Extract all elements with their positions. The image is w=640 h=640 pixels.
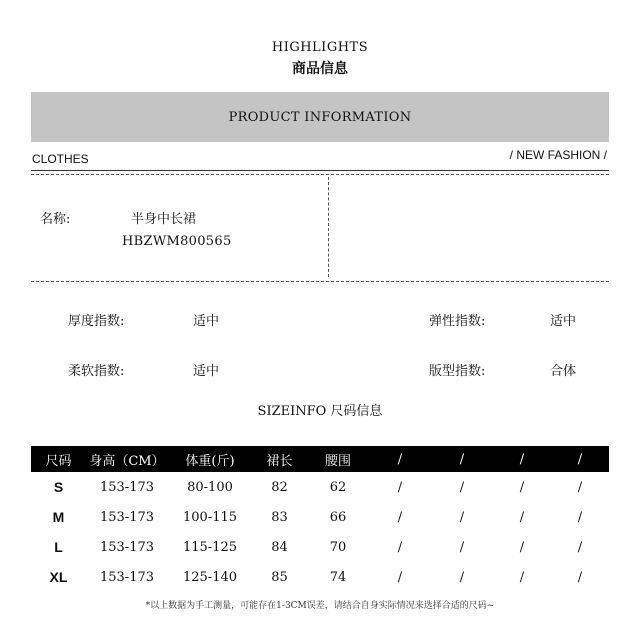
product-code: HBZWM800565 xyxy=(122,234,232,249)
product-name-value: 半身中长裙 xyxy=(131,212,197,227)
clothes-label: CLOTHES xyxy=(32,152,89,166)
header-blank: / xyxy=(431,446,493,472)
header-blank: / xyxy=(369,446,431,472)
fit-value: 合体 xyxy=(550,364,577,379)
banner-text: PRODUCT INFORMATION xyxy=(228,110,412,125)
height-cell: 153-173 xyxy=(99,479,155,495)
product-name-label: 名称: xyxy=(40,212,71,227)
blank-cell: / xyxy=(397,509,403,525)
header-title-cn: 商品信息 xyxy=(292,61,348,77)
thickness-value: 适中 xyxy=(193,314,220,329)
skirt-length-cell: 85 xyxy=(271,569,288,585)
blank-cell: / xyxy=(519,479,525,495)
header-waist: 腰围 xyxy=(307,446,369,472)
elasticity-label: 弹性指数: xyxy=(429,314,486,329)
blank-cell: / xyxy=(397,539,403,555)
table-row xyxy=(31,502,609,532)
product-information-banner xyxy=(31,92,609,142)
height-cell: 153-173 xyxy=(99,539,155,555)
divider-solid xyxy=(31,170,609,171)
blank-cell: / xyxy=(397,479,403,495)
size-cell: XL xyxy=(49,569,68,585)
skirt-length-cell: 83 xyxy=(271,509,288,525)
blank-cell: / xyxy=(459,509,465,525)
header-title-en: HIGHLIGHTS xyxy=(271,40,369,55)
blank-cell: / xyxy=(577,509,583,525)
header-skirt-length: 裙长 xyxy=(252,446,307,472)
weight-cell: 80-100 xyxy=(187,479,233,495)
waist-cell: 74 xyxy=(329,569,347,585)
blank-cell: / xyxy=(459,569,465,585)
table-row xyxy=(31,532,609,562)
waist-cell: 70 xyxy=(329,539,347,555)
blank-cell: / xyxy=(397,569,403,585)
header-weight: 体重(斤) xyxy=(168,446,252,472)
waist-cell: 66 xyxy=(329,509,347,525)
blank-cell: / xyxy=(519,569,525,585)
fit-label: 版型指数: xyxy=(429,364,486,379)
elasticity-value: 适中 xyxy=(550,314,577,329)
blank-cell: / xyxy=(577,479,583,495)
skirt-length-cell: 84 xyxy=(271,539,288,555)
footnote: *以上数据为手工测量，可能存在1-3CM误差，请结合自身实际情况来选择合适的尺码~ xyxy=(145,601,495,611)
softness-value: 适中 xyxy=(193,364,220,379)
weight-cell: 115-125 xyxy=(182,539,238,555)
size-table-header xyxy=(31,446,609,472)
header-height: 身高（CM） xyxy=(86,446,168,472)
divider-dashed-top xyxy=(31,174,609,175)
height-cell: 153-173 xyxy=(99,569,155,585)
size-cell: M xyxy=(52,509,65,525)
weight-cell: 100-115 xyxy=(182,509,238,525)
waist-cell: 62 xyxy=(329,479,347,495)
blank-cell: / xyxy=(459,539,465,555)
size-table xyxy=(31,446,609,592)
size-info-title: SIZEINFO 尺码信息 xyxy=(257,404,383,419)
blank-cell: / xyxy=(577,569,583,585)
header-blank: / xyxy=(493,446,551,472)
size-cell: L xyxy=(54,539,63,555)
blank-cell: / xyxy=(519,539,525,555)
height-cell: 153-173 xyxy=(99,509,155,525)
weight-cell: 125-140 xyxy=(182,569,238,585)
divider-dashed-vertical xyxy=(328,177,329,277)
table-row xyxy=(31,562,609,592)
blank-cell: / xyxy=(577,539,583,555)
thickness-label: 厚度指数: xyxy=(68,314,125,329)
blank-cell: / xyxy=(519,509,525,525)
header-size: 尺码 xyxy=(31,446,86,472)
size-cell: S xyxy=(53,479,64,495)
skirt-length-cell: 82 xyxy=(271,479,288,495)
blank-cell: / xyxy=(459,479,465,495)
table-row xyxy=(31,472,609,502)
divider-dashed-bottom xyxy=(31,281,609,282)
softness-label: 柔软指数: xyxy=(68,364,125,379)
header-blank: / xyxy=(551,446,609,472)
new-fashion-label: / NEW FASHION / xyxy=(509,148,607,162)
